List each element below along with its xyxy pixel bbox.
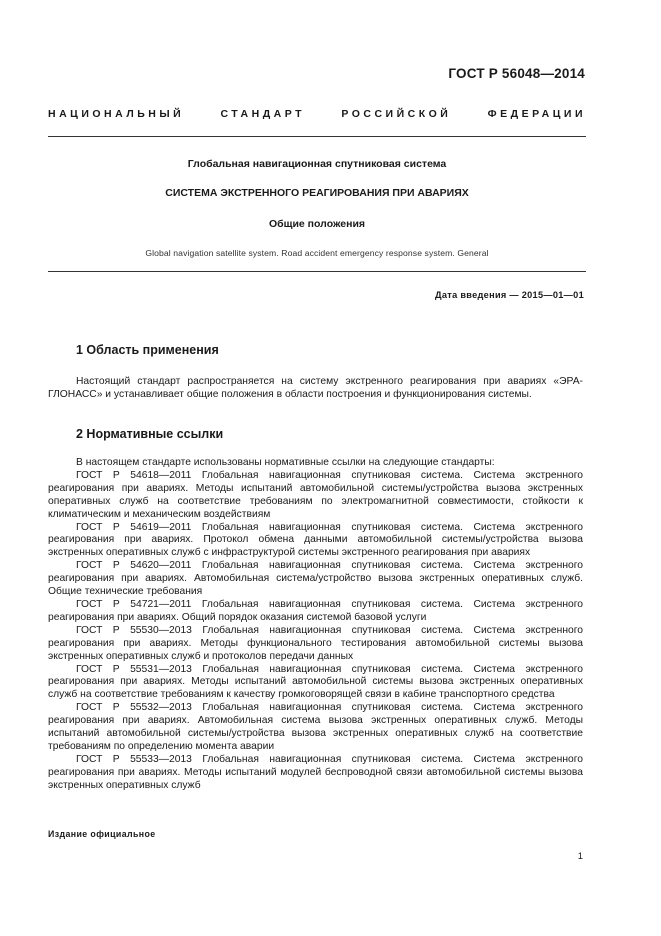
page-number: 1 — [577, 851, 583, 862]
national-standard-banner: НАЦИОНАЛЬНЫЙ СТАНДАРТ РОССИЙСКОЙ ФЕДЕРАЦИИ — [48, 108, 586, 120]
introduction-date: Дата введения — 2015—01—01 — [435, 290, 584, 300]
title-line-3: Общие положения — [268, 218, 366, 230]
reference-item: ГОСТ Р 55532—2013 Глобальная навигационная спутниковая система. Система экстренного реагирования при авариях. Автомобильная система вызова экстренных оперативных служб. Методы испытаний автомобильной системы/устройства вызова экстренных оперативных служб на соответствие требованиям по определению момента аварии — [48, 702, 583, 752]
references-intro: В настоящем стандарте использованы нормативные ссылки на следующие стандарты: — [76, 457, 495, 468]
official-edition-label: Издание официальное — [48, 829, 156, 839]
reference-item: ГОСТ Р 55530—2013 Глобальная навигационная спутниковая система. Система экстренного реагирования при авариях. Методы функционального тестирования автомобильной системы вызова экстренных оперативных служб и протоколов передачи данных — [48, 624, 583, 662]
top-divider — [48, 136, 586, 137]
title-english: Global navigation satellite system. Road accident emergency response system. General — [145, 248, 489, 258]
reference-item: ГОСТ Р 54721—2011 Глобальная навигационная спутниковая система. Система экстренного реагирования при авариях. Общий порядок оказания системой базовой услуги — [48, 598, 583, 623]
section-1-heading: 1 Область применения — [76, 343, 219, 357]
document-code: ГОСТ Р 56048—2014 — [448, 66, 585, 81]
title-line-2: СИСТЕМА ЭКСТРЕННОГО РЕАГИРОВАНИЯ ПРИ АВАРИЯХ — [165, 187, 469, 199]
reference-item: ГОСТ Р 54619—2011 Глобальная навигационная спутниковая система. Система экстренного реагирования при авариях. Протокол обмена данными автомобильной системы/устройства вызова экстренных оперативных служб с инфраструктурой системы экстренного реагирования при авариях — [48, 521, 583, 559]
section-1-text: Настоящий стандарт распространяется на систему экстренного реагирования при авариях «ЭРА-ГЛОНАСС» и устанавливает общие положения в области построения и функционирования системы. — [48, 376, 583, 400]
reference-item: ГОСТ Р 54618—2011 Глобальная навигационная спутниковая система. Система экстренного реагирования при авариях. Методы испытаний автомобильной системы/устройства вызова экстренных оперативных служб на соответствие требованиям по электромагнитной совместимости, стойкости к климатическим и механическим воздействиям — [48, 469, 583, 520]
reference-item: ГОСТ Р 55531—2013 Глобальная навигационная спутниковая система. Система экстренного реагирования при авариях. Методы испытаний автомобильной системы вызова экстренных оперативных служб на соответствие требованиям к качеству громкоговорящей связи в кабине транспортного средства — [48, 663, 583, 701]
title-line-1: Глобальная навигационная спутниковая система — [187, 158, 447, 170]
reference-item: ГОСТ Р 54620—2011 Глобальная навигационная спутниковая система. Система экстренного реагирования при авариях. Автомобильная система/устройство вызова экстренных оперативных служб. Общие технические требования — [48, 560, 583, 598]
reference-item: ГОСТ Р 55533—2013 Глобальная навигационная спутниковая система. Система экстренного реагирования при авариях. Методы испытаний модулей беспроводной связи автомобильной системы вызова экстренных оперативных служб — [48, 753, 583, 791]
section-2-heading: 2 Нормативные ссылки — [76, 427, 224, 441]
references-list — [48, 457, 583, 793]
title-divider — [48, 271, 586, 272]
